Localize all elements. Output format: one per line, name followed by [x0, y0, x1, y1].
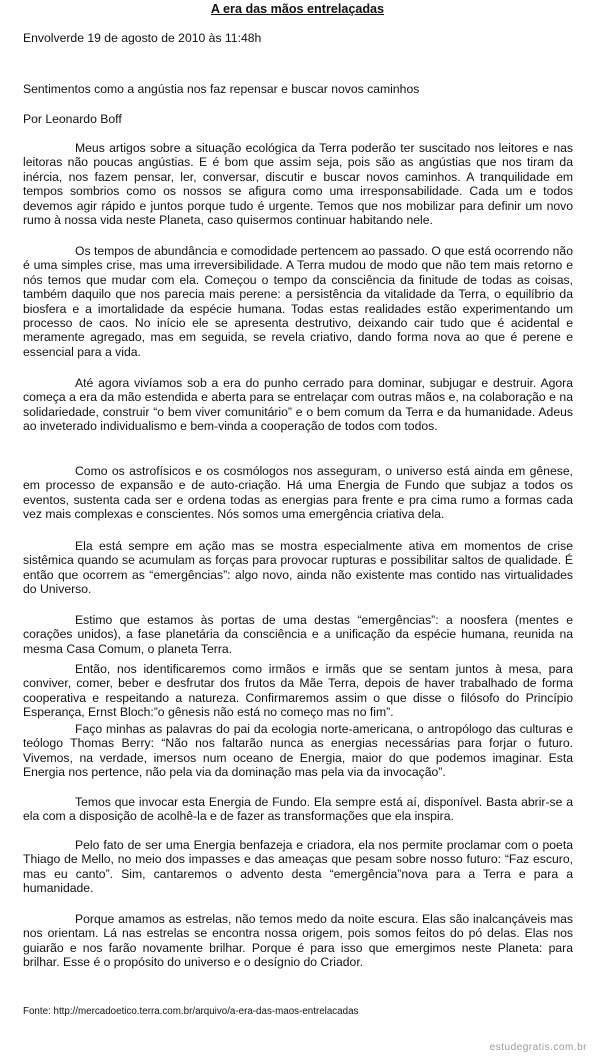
paragraph-5: [23, 539, 573, 597]
paragraph-2: [23, 244, 573, 359]
subtitle: Sentimentos como a angústia nos faz repensar e buscar novos caminhos: [23, 82, 420, 96]
watermark: estudegratis.com.br: [489, 1042, 587, 1053]
paragraph-text: Estimo que estamos às portas de uma destas “emergências”: a noosfera (mentes e corações unidos), a fase planetária da consciência e a unificação da espécie humana, reunida na mesma Casa Comum, o planeta Terra.: [23, 613, 573, 656]
paragraph-text: Os tempos de abundância e comodidade pertencem ao passado. O que está ocorrendo não é uma simples crise, mas uma irreversibilidade. A Terra mudou de modo que não tem mais retorno e nós temos que mudar com ela. Começou o tempo da consciência da finitude de todas as coisas, também daquilo que nos parecia mais perene: a persistência da vitalidade da Terra, o equilíbrio da biosfera e a imortalidade da espécie humana. Todas estas realidades estão experimentando um processo de caos. No início ele se apresenta destrutivo, deixando cair tudo que é acidental e meramente agregado, mas em seguida, se revela criativo, dando forma nova ao que é perene e essencial para a vida.: [23, 244, 573, 359]
paragraph-10: [23, 838, 573, 896]
paragraph-text: Então, nos identificaremos como irmãos e irmãs que se sentam juntos à mesa, para conviver, comer, beber e desfrutar dos frutos da Mãe Terra, depois de haver trabalhado de forma cooperativa e respeitando a natureza. Confirmaremos assim o que disse o filósofo do Princípio Esperança, Ernst Bloch:”o gênesis não está no começo mas no fim”.: [23, 662, 573, 720]
paragraph-text: Ela está sempre em ação mas se mostra especialmente ativa em momentos de crise sistêmica quando se acumulam as forças para provocar rupturas e possibilitar saltos de qualidade. É então que ocorrem as “emergências”: algo novo, ainda não existente mas contido nas virtualidades do Universo.: [23, 539, 573, 597]
dateline: Envolverde 19 de agosto de 2010 às 11:48h: [23, 31, 262, 45]
paragraph-1: [23, 141, 573, 227]
paragraph-3: [23, 376, 573, 434]
article-title: A era das mãos entrelaçadas: [210, 2, 385, 16]
paragraph-9: [23, 795, 573, 824]
paragraph-text: Temos que invocar esta Energia de Fundo. Ela sempre está aí, disponível. Basta abrir-se a ela com a disposição de acolhê-la e de fazer as transformações que ela inspira.: [23, 795, 573, 824]
paragraph-6: [23, 613, 573, 656]
paragraph-text: Até agora vivíamos sob a era do punho cerrado para dominar, subjugar e destruir. Agora começa a era da mão estendida e aberta para se entrelaçar com outras mãos e, na colaboração e na solidariedade, construir “o bem viver comunitário” e o bem comum da Terra e da humanidade. Adeus ao inveterado individualismo e bem-vinda a cooperação de todos com todos.: [23, 376, 573, 434]
byline: Por Leonardo Boff: [23, 112, 122, 126]
paragraph-11: [23, 912, 573, 970]
paragraph-text: Meus artigos sobre a situação ecológica da Terra poderão ter suscitado nos leitores e nas leitoras não poucas angústias. E é bom que assim seja, pois são as angústias que nos tiram da inércia, nos fazem pensar, ler, conversar, discutir e buscar novos caminhos. A tranquilidade em tempos sombrios como os nossos se afigura como uma irresponsabilidade. Cada um e todos devemos agir rápido e juntos porque tudo é urgente. Temos que nos mobilizar para definir um novo rumo à nossa vida neste Planeta, caso quisermos continuar habitando nele.: [23, 141, 573, 228]
paragraph-8: [23, 722, 573, 780]
paragraph-7: [23, 662, 573, 720]
paragraph-4: [23, 464, 573, 522]
paragraph-text: Como os astrofísicos e os cosmólogos nos asseguram, o universo está ainda em gênese, em processo de expansão e de auto-criação. Há uma Energia de Fundo que subjaz a todos os eventos, sustenta cada ser e ordena todas as energias para frente e pra cima rumo a formas cada vez mais complexas e conscientes. Nós somos uma emergência criativa dela.: [23, 464, 573, 522]
paragraph-text: Pelo fato de ser uma Energia benfazeja e criadora, ela nos permite proclamar com o poeta Thiago de Mello, no meio dos impasses e das ameaças que pesam sobre nosso futuro: “Faz escuro, mas eu canto”. Sim, cantaremos o advento desta “emergência”nova para a Terra e para a humanidade.: [23, 838, 573, 896]
paragraph-text: Porque amamos as estrelas, não temos medo da noite escura. Elas são inalcançáveis mas nos orientam. Lá nas estrelas se encontra nossa origem, pois somos feitos do pó delas. Elas nos guiarão e nos farão novamente brilhar. Porque é para isso que emergimos neste Planeta: para brilhar. Esse é o propósito do universo e o desígnio do Criador.: [23, 912, 573, 970]
source-link[interactable]: Fonte: http://mercadoetico.terra.com.br/arquivo/a-era-das-maos-entrelacadas: [23, 1006, 359, 1017]
paragraph-text: Faço minhas as palavras do pai da ecologia norte-americana, o antropólogo das culturas e teólogo Thomas Berry: “Não nos faltarão nunca as energias necessárias para forjar o futuro. Vivemos, na verdade, imersos num oceano de Energia, maior do que podemos imaginar. Esta Energia nos pertence, não pela via da dominação mas pela via da invocação”.: [23, 722, 573, 780]
